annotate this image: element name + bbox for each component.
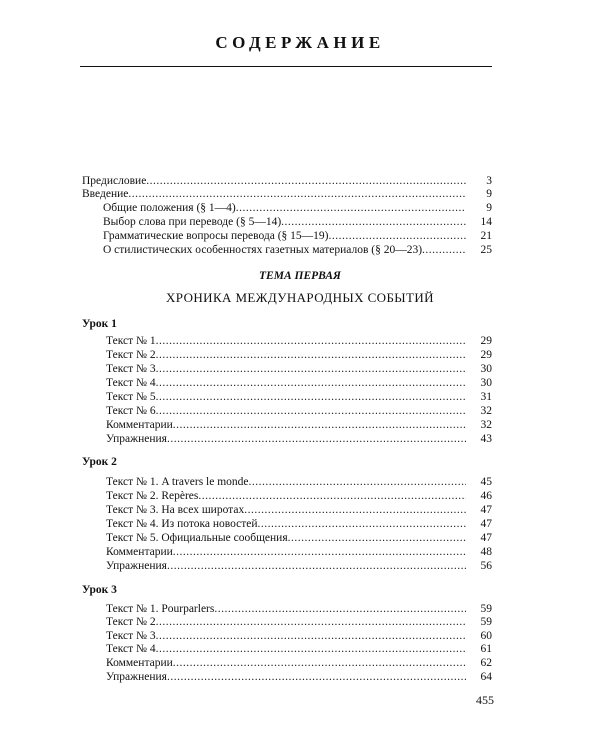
- dot-leader: [236, 201, 466, 215]
- toc-entry: [82, 174, 492, 188]
- toc-entry-page: 29: [480, 349, 492, 361]
- toc-entry-page: 31: [480, 391, 492, 403]
- toc-entry-label: Общие положения (§ 1—4): [103, 202, 236, 214]
- toc-entry-page: 25: [480, 244, 492, 256]
- dot-leader: [249, 475, 466, 489]
- toc-entry-page: 14: [480, 216, 492, 228]
- dot-leader: [156, 376, 466, 390]
- dot-leader: [156, 348, 466, 362]
- toc-entry: [103, 229, 492, 243]
- dot-leader: [146, 174, 466, 188]
- toc-entry: [106, 670, 492, 684]
- toc-entry-page: 47: [480, 532, 492, 544]
- toc-entry: [106, 362, 492, 376]
- toc-entry-label: Комментарии: [106, 546, 173, 558]
- toc-entry-page: 32: [480, 419, 492, 431]
- dot-leader: [173, 418, 466, 432]
- toc-entry-page: 3: [486, 175, 492, 187]
- toc-entry-label: Текст № 1: [106, 335, 156, 347]
- toc-entry: [106, 629, 492, 643]
- dot-leader: [329, 229, 467, 243]
- toc-entry-label: Упражнения: [106, 560, 167, 572]
- page-number: 455: [476, 693, 494, 707]
- dot-leader: [281, 215, 466, 229]
- dot-leader: [156, 390, 466, 404]
- dot-leader: [422, 243, 466, 257]
- toc-entry: [106, 475, 492, 489]
- toc-entry-page: 32: [480, 405, 492, 417]
- toc-entry-label: Введение: [82, 188, 129, 200]
- toc-entry-label: Текст № 3: [106, 630, 156, 642]
- toc-entry: [106, 531, 492, 545]
- dot-leader: [167, 559, 466, 573]
- dot-leader: [173, 656, 466, 670]
- dot-leader: [258, 517, 466, 531]
- dot-leader: [128, 187, 466, 201]
- toc-entry-page: 47: [480, 518, 492, 530]
- toc-entry-page: 59: [480, 603, 492, 615]
- toc-entry-label: Текст № 4: [106, 377, 156, 389]
- dot-leader: [214, 602, 466, 616]
- dot-leader: [167, 670, 466, 684]
- toc-entry-label: Текст № 2: [106, 616, 156, 628]
- toc-entry: [106, 334, 492, 348]
- toc-entry-label: Текст № 4. Из потока новостей: [106, 518, 258, 530]
- dot-leader: [156, 362, 466, 376]
- toc-entry-label: Текст № 4: [106, 643, 156, 655]
- toc-entry-label: Упражнения: [106, 671, 167, 683]
- toc-entry-page: 45: [480, 476, 492, 488]
- title-rule: [80, 66, 492, 67]
- toc-entry-label: Текст № 5: [106, 391, 156, 403]
- dot-leader: [198, 489, 466, 503]
- section-title: ХРОНИКА МЕЖДУНАРОДНЫХ СОБЫТИЙ: [166, 290, 434, 305]
- toc-entry: [106, 348, 492, 362]
- toc-entry-label: Текст № 1. A travers le monde: [106, 476, 249, 488]
- toc-entry: [106, 503, 492, 517]
- toc-entry: [106, 376, 492, 390]
- dot-leader: [156, 404, 466, 418]
- toc-entry-page: 61: [480, 643, 492, 655]
- toc-entry-label: Текст № 1. Pourparlers: [106, 603, 215, 615]
- toc-entry: [103, 243, 492, 257]
- toc-entry: [106, 489, 492, 503]
- section-subtitle: ТЕМА ПЕРВАЯ: [259, 270, 341, 282]
- toc-entry-page: 60: [480, 630, 492, 642]
- toc-entry-label: Текст № 3: [106, 363, 156, 375]
- toc-entry-label: Комментарии: [106, 657, 173, 669]
- toc-entry-page: 64: [480, 671, 492, 683]
- toc-entry-page: 46: [480, 490, 492, 502]
- dot-leader: [244, 503, 466, 517]
- toc-entry-page: 62: [480, 657, 492, 669]
- toc-entry-page: 48: [480, 546, 492, 558]
- toc-entry: [106, 642, 492, 656]
- toc-entry-label: Текст № 6: [106, 405, 156, 417]
- toc-entry: [82, 187, 492, 201]
- toc-entry-page: 43: [480, 433, 492, 445]
- dot-leader: [173, 545, 466, 559]
- toc-entry: [106, 602, 492, 616]
- dot-leader: [156, 334, 466, 348]
- toc-entry: [106, 615, 492, 629]
- toc-entry: [106, 418, 492, 432]
- toc-entry-label: Выбор слова при переводе (§ 5—14): [103, 216, 282, 228]
- page-title: СОДЕРЖАНИЕ: [215, 33, 385, 52]
- lesson-heading: Урок 3: [82, 584, 117, 596]
- lesson-heading: Урок 2: [82, 456, 117, 468]
- toc-entry-page: 30: [480, 363, 492, 375]
- toc-entry-label: Комментарии: [106, 419, 173, 431]
- toc-entry-label: Текст № 3. На всех широтах: [106, 504, 245, 516]
- toc-entry: [106, 517, 492, 531]
- toc-entry-page: 47: [480, 504, 492, 516]
- toc-entry-page: 29: [480, 335, 492, 347]
- toc-entry-label: Грамматические вопросы перевода (§ 15—19): [103, 230, 329, 242]
- toc-entry-page: 21: [480, 230, 492, 242]
- toc-entry-label: О стилистических особенностях газетных материалов (§ 20—23): [103, 244, 423, 256]
- toc-entry-page: 59: [480, 616, 492, 628]
- dot-leader: [156, 615, 466, 629]
- toc-entry-page: 30: [480, 377, 492, 389]
- toc-entry: [106, 656, 492, 670]
- dot-leader: [156, 629, 466, 643]
- toc-entry-label: Текст № 2: [106, 349, 156, 361]
- toc-entry-label: Предисловие: [82, 175, 147, 187]
- dot-leader: [167, 432, 466, 446]
- dot-leader: [156, 642, 466, 656]
- toc-entry-label: Упражнения: [106, 433, 167, 445]
- toc-entry: [106, 559, 492, 573]
- toc-entry-page: 9: [486, 188, 492, 200]
- toc-entry: [103, 201, 492, 215]
- toc-entry-page: 9: [486, 202, 492, 214]
- toc-entry: [106, 432, 492, 446]
- toc-entry-page: 56: [480, 560, 492, 572]
- lesson-heading: Урок 1: [82, 318, 117, 330]
- dot-leader: [288, 531, 466, 545]
- toc-entry-label: Текст № 2. Repères: [106, 490, 199, 502]
- toc-entry: [106, 390, 492, 404]
- toc-entry: [106, 404, 492, 418]
- toc-entry-label: Текст № 5. Официальные сообщения: [106, 532, 288, 544]
- toc-entry: [103, 215, 492, 229]
- toc-entry: [106, 545, 492, 559]
